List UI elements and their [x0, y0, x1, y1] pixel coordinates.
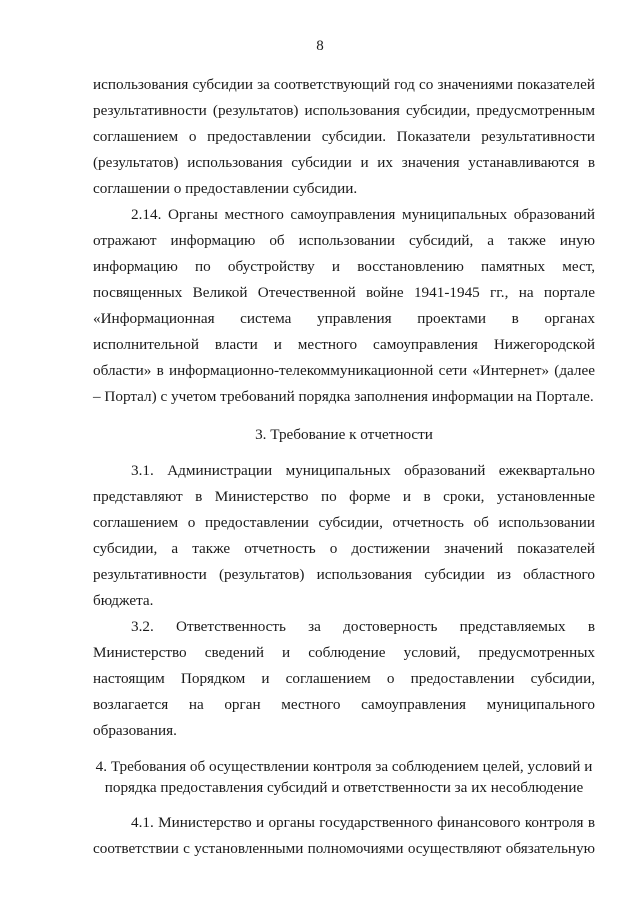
paragraph-3-1: 3.1. Администрации муниципальных образований ежеквартально представляют в Министерство по форме и в сроки, установленные соглашением о предоставлении субсидии, отчетность об использовании субсидии, а также отчетность о достижении значений показателей результативности (результатов) использования субсидии из областного бюджета.: [93, 462, 595, 609]
section-heading-3: 3. Требование к отчетности: [255, 426, 433, 443]
paragraph-4-1: 4.1. Министерство и органы государственного финансового контроля в соответствии с установленными полномочиями осуществляют обязательную: [93, 814, 595, 857]
paragraph-2-14: 2.14. Органы местного самоуправления муниципальных образований отражают информацию об использовании субсидий, а также иную информацию по обустройству и восстановлению памятных мест, посвященных Великой Отечественной войне 1941-1945 гг., на портале «Информационная система управления проектами в органах исполнительной власти и местного самоуправления Нижегородской области» в информационно-телекоммуникационной сети «Интернет» (далее – Портал) с учетом требований порядка заполнения информации на Портале.: [93, 206, 595, 405]
page-number: 8: [316, 38, 324, 54]
document-body: [93, 72, 595, 862]
paragraph-3-2: 3.2. Ответственность за достоверность представляемых в Министерство сведений и соблюдение условий, предусмотренных настоящим Порядком и соглашением о предоставлении субсидии, возлагается на орган местного самоуправления муниципального образования.: [93, 618, 595, 739]
section-heading-4: 4. Требования об осуществлении контроля за соблюдением целей, условий и порядка предоставления субсидий и ответственности за их несоблюдение: [95, 758, 593, 796]
paragraph-subsidy-results: использования субсидии за соответствующий год со значениями показателей результативности (результатов) использования субсидии, предусмотренным соглашением о предоставлении субсидии. Показатели результативности (результатов) использования субсидии и их значения устанавливаются в соглашении о предоставлении субсидии.: [93, 76, 595, 197]
